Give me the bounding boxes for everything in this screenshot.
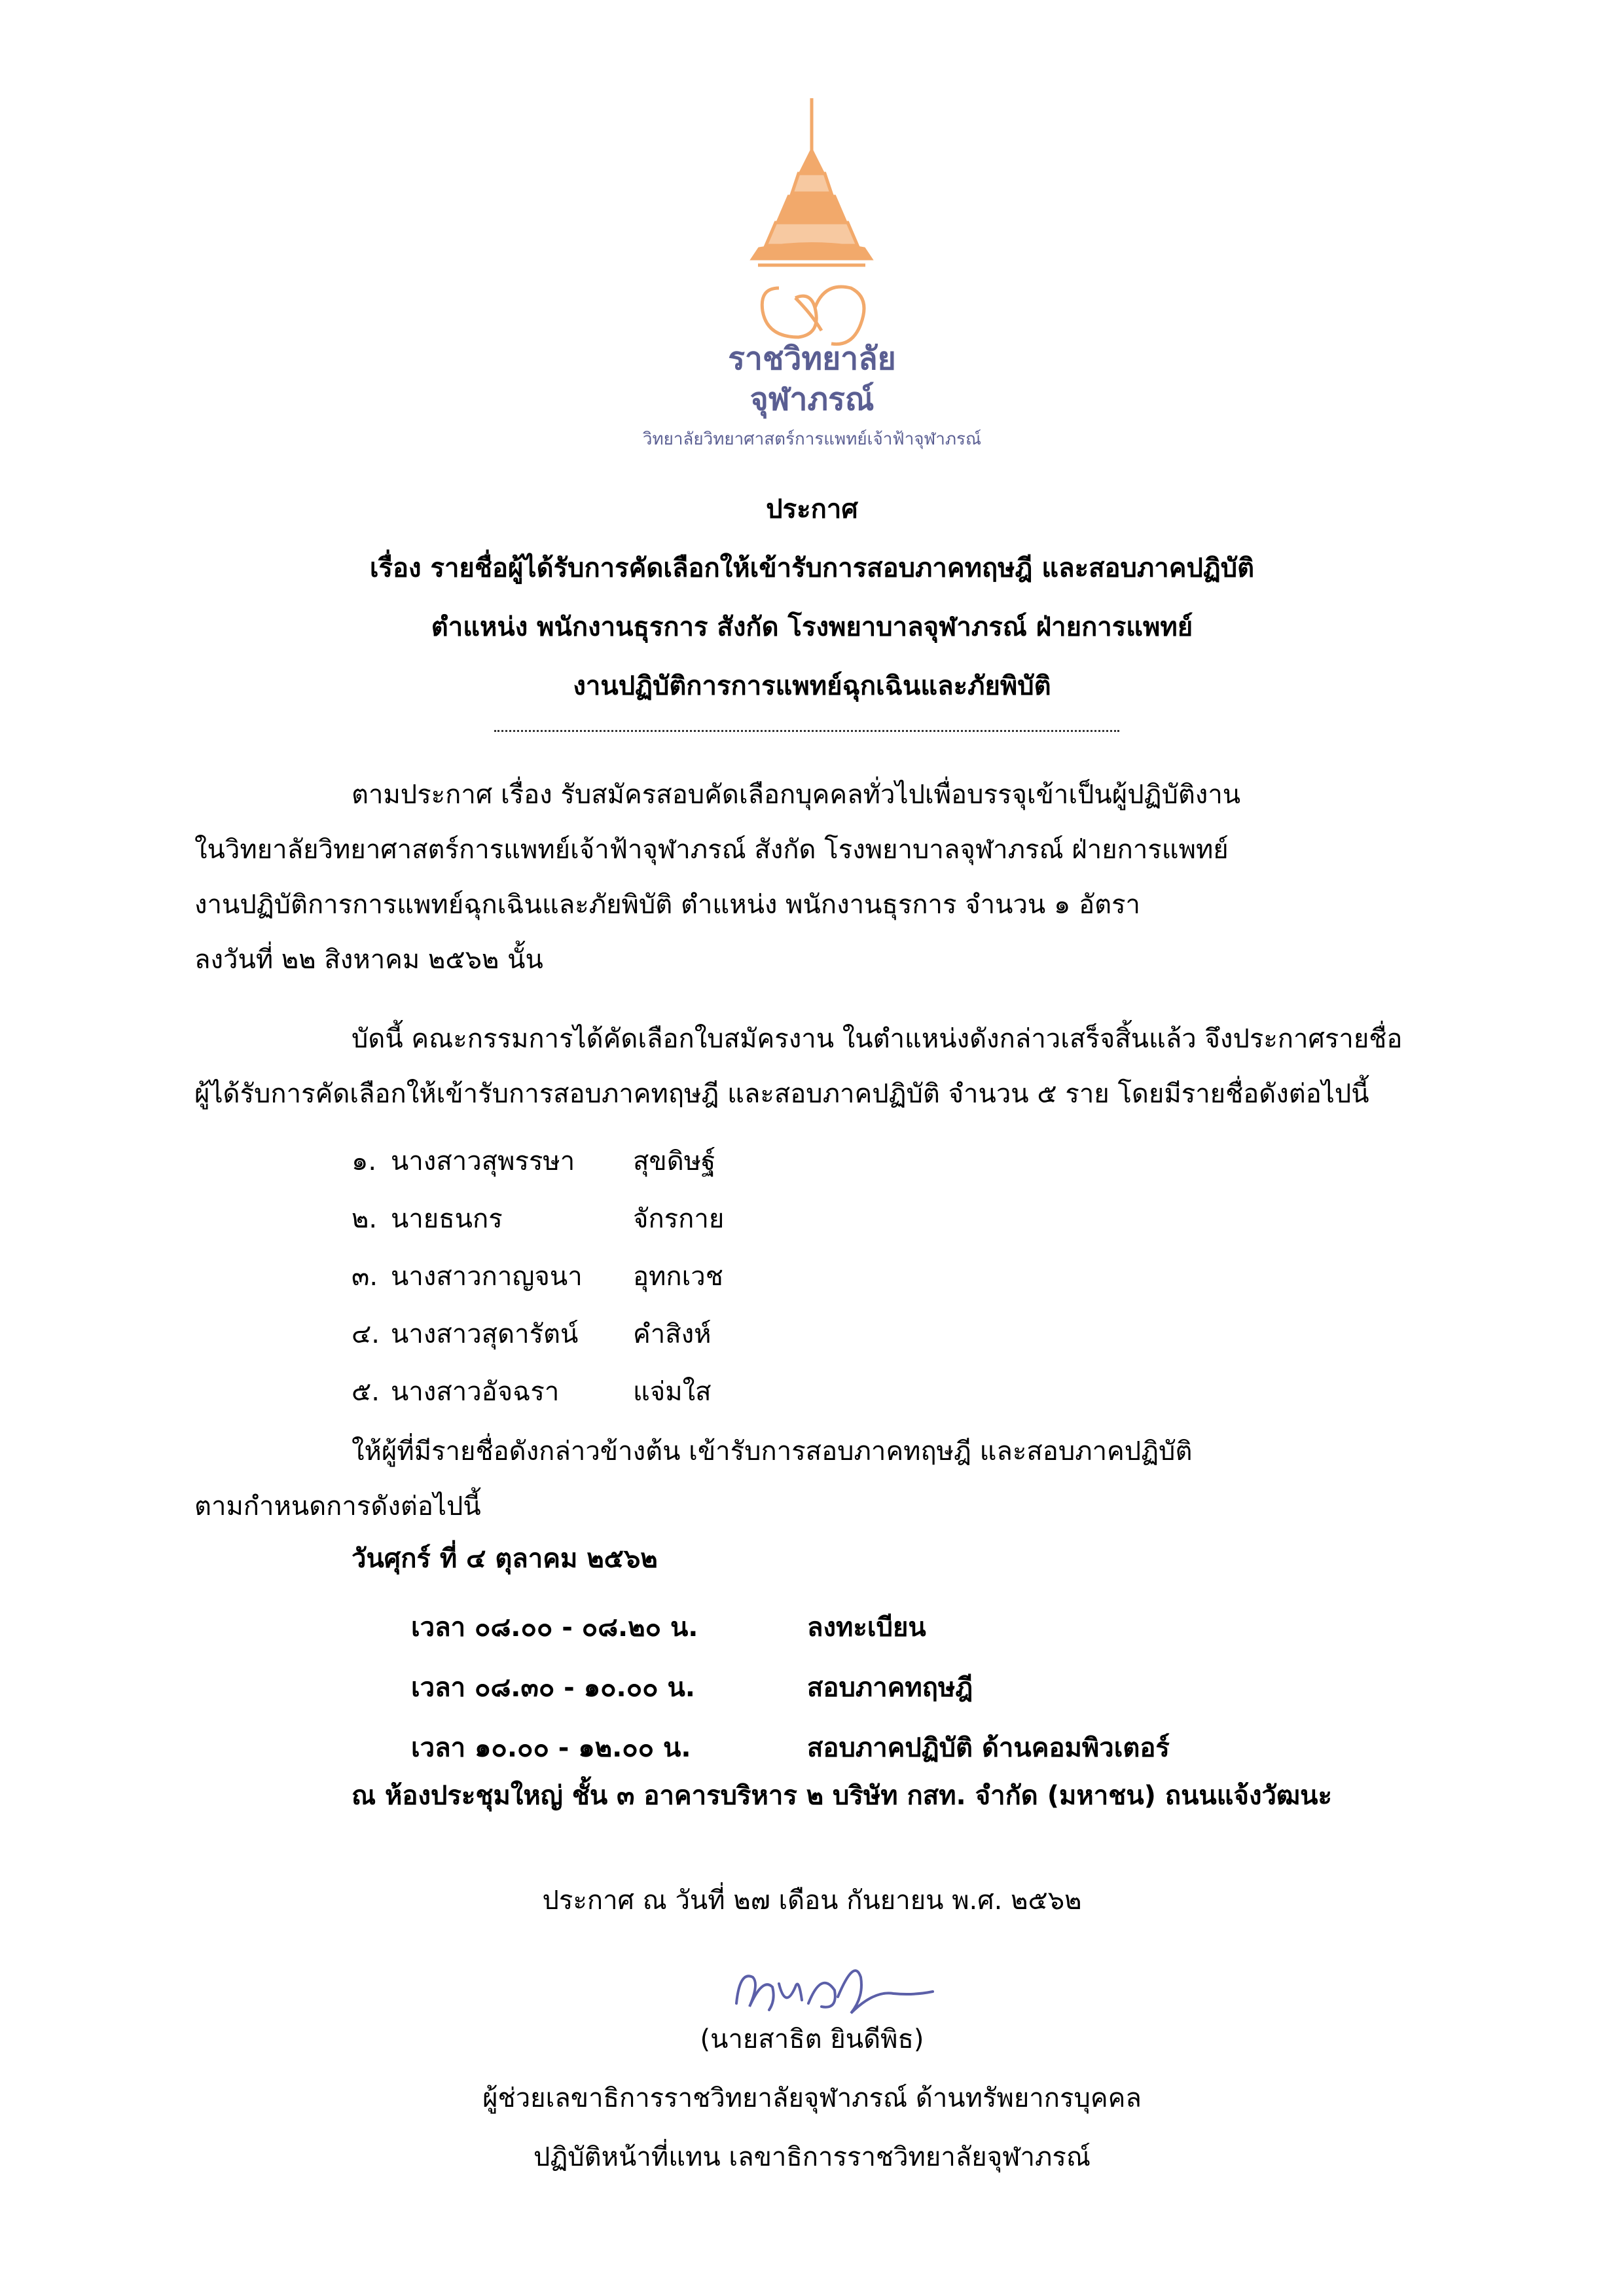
candidate-first-name: นางสาวสุดารัตน์ (391, 1319, 579, 1349)
schedule-time: เวลา ๐๘.๓๐ - ๑๐.๐๐ น. (411, 1673, 696, 1703)
candidate-last-name: สุขดิษฐ์ (633, 1146, 716, 1176)
candidate-first-name: นายธนกร (391, 1204, 503, 1234)
paragraph-2 (194, 1011, 1432, 1121)
schedule-activity: ลงทะเบียน (807, 1613, 926, 1643)
candidate-number: ๒. (352, 1204, 378, 1234)
paragraph-1-line-1: ตามประกาศ เรื่อง รับสมัครสอบคัดเลือกบุคคลทั่วไปเพื่อบรรจุเข้าเป็นผู้ปฏิบัติงาน (352, 780, 1241, 810)
dotted-divider (494, 730, 1119, 732)
signer-title-1: ผู้ช่วยเลขาธิการราชวิทยาลัยจุฬาภรณ์ ด้านทรัพยากรบุคคล (482, 2083, 1142, 2113)
schedule-time: เวลา ๐๘.๐๐ - ๐๘.๒๐ น. (411, 1613, 698, 1643)
candidate-number: ๔. (352, 1319, 380, 1349)
paragraph-2-line-1: บัดนี้ คณะกรรมการได้คัดเลือกใบสมัครงาน ในตำแหน่งดังกล่าวเสร็จสิ้นแล้ว จึงประกาศรายชื่อ (352, 1024, 1403, 1054)
announcement-subject: เรื่อง รายชื่อผู้ได้รับการคัดเลือกให้เข้ารับการสอบภาคทฤษฎี และสอบภาคปฏิบัติ (369, 553, 1255, 583)
list-item (352, 1305, 724, 1363)
exam-date: วันศุกร์ ที่ ๔ ตุลาคม ๒๕๖๒ (352, 1544, 658, 1574)
logo-text-line2: จุฬาภรณ์ (749, 381, 875, 418)
candidate-last-name: แจ่มใส (633, 1377, 712, 1407)
schedule-row (411, 1658, 1170, 1718)
signer-title-2: ปฏิบัติหน้าที่แทน เลขาธิการราชวิทยาลัยจุฬาภรณ์ (533, 2142, 1091, 2172)
schedule-row (411, 1718, 1170, 1778)
candidate-number: ๑. (352, 1146, 377, 1176)
candidate-first-name: นางสาวกาญจนา (391, 1262, 583, 1292)
paragraph-3 (194, 1424, 1432, 1534)
announcement-position: ตำแหน่ง พนักงานธุรการ สังกัด โรงพยาบาลจุฬาภรณ์ ฝ่ายการแพทย์ (431, 612, 1193, 642)
schedule-time: เวลา ๑๐.๐๐ - ๑๒.๐๐ น. (411, 1733, 691, 1763)
logo-text-line1: ราชวิทยาลัย (728, 340, 896, 377)
list-item (352, 1248, 724, 1305)
logo-subtitle: วิทยาลัยวิทยาศาสตร์การแพทย์เจ้าฟ้าจุฬาภรณ์ (642, 429, 982, 449)
paragraph-1-line-3: งานปฏิบัติการการแพทย์ฉุกเฉินและภัยพิบัติ ตำแหน่ง พนักงานธุรการ จำนวน ๑ อัตรา (194, 890, 1141, 920)
candidate-number: ๓. (352, 1262, 378, 1292)
candidate-number: ๕. (352, 1377, 380, 1407)
paragraph-2-line-2: ผู้ได้รับการคัดเลือกให้เข้ารับการสอบภาคทฤษฎี และสอบภาคปฏิบัติ จำนวน ๕ ราย โดยมีรายชื่อดังต่อไปนี้ (194, 1079, 1369, 1109)
list-item (352, 1363, 724, 1421)
paragraph-3-line-2: ตามกำหนดการดังต่อไปนี้ (194, 1491, 481, 1522)
announcement-date: ประกาศ ณ วันที่ ๒๗ เดือน กันยายน พ.ศ. ๒๕๖๒ (542, 1886, 1082, 1916)
announcement-title: ประกาศ (766, 494, 858, 524)
schedule-row (411, 1597, 1170, 1658)
candidate-first-name: นางสาวอัจฉรา (391, 1377, 560, 1407)
candidate-list (352, 1133, 724, 1421)
signer-name: (นายสาธิต ยินดีพิธ) (700, 2024, 924, 2054)
list-item (352, 1190, 724, 1248)
paragraph-3-line-1: ให้ผู้ที่มีรายชื่อดังกล่าวข้างต้น เข้ารับการสอบภาคทฤษฎี และสอบภาคปฏิบัติ (352, 1436, 1193, 1467)
paragraph-1 (194, 767, 1432, 987)
exam-venue: ณ ห้องประชุมใหญ่ ชั้น ๓ อาคารบริหาร ๒ บริษัท กสท. จำกัด (มหาชน) ถนนแจ้งวัฒนะ (352, 1781, 1332, 1811)
schedule-activity: สอบภาคทฤษฎี (807, 1673, 973, 1703)
schedule-activity: สอบภาคปฏิบัติ ด้านคอมพิวเตอร์ (807, 1733, 1170, 1763)
paragraph-1-line-4: ลงวันที่ ๒๒ สิงหาคม ๒๕๖๒ นั้น (194, 945, 543, 975)
candidate-last-name: จักรกาย (633, 1204, 725, 1234)
list-item (352, 1133, 724, 1190)
paragraph-1-line-2: ในวิทยาลัยวิทยาศาสตร์การแพทย์เจ้าฟ้าจุฬาภรณ์ สังกัด โรงพยาบาลจุฬาภรณ์ ฝ่ายการแพทย์ (194, 835, 1229, 865)
announcement-unit: งานปฏิบัติการการแพทย์ฉุกเฉินและภัยพิบัติ (573, 671, 1051, 701)
candidate-last-name: อุทกเวช (633, 1262, 723, 1292)
candidate-first-name: นางสาวสุพรรษา (391, 1146, 575, 1176)
exam-schedule (411, 1597, 1170, 1778)
college-emblem-icon (681, 79, 943, 367)
candidate-last-name: คำสิงห์ (633, 1319, 712, 1349)
